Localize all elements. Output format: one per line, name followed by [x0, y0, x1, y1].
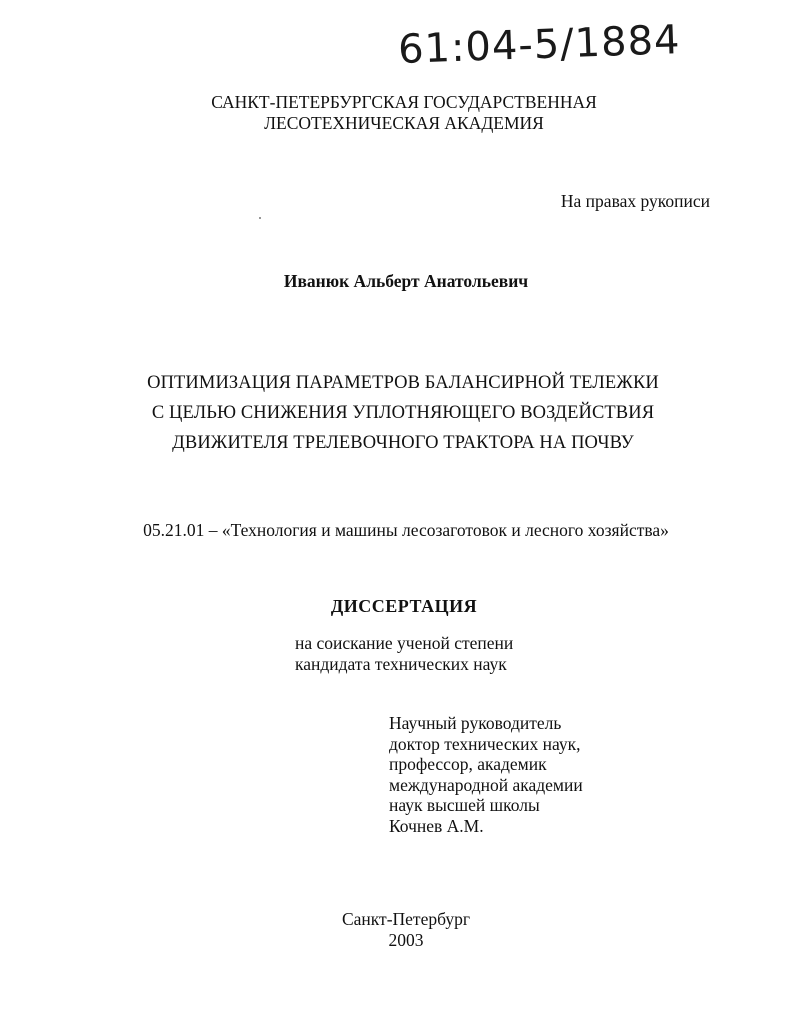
handwritten-archive-number	[390, 14, 690, 74]
scan-dust-mark	[259, 217, 261, 219]
author-name: Иванюк Альберт Анатольевич	[283, 271, 529, 291]
supervisor-line: доктор технических наук,	[389, 733, 581, 754]
archive-number-text: 61:04-5/1884	[397, 17, 682, 73]
document-type: ДИССЕРТАЦИЯ	[330, 596, 478, 616]
degree-line-1: на соискание ученой степени	[295, 633, 514, 653]
degree-line-2: кандидата технических наук	[295, 654, 507, 674]
specialty-code: 05.21.01 – «Технология и машины лесозаготовок и лесного хозяйства»	[143, 520, 669, 540]
supervisor-name: Кочнев А.М.	[389, 815, 484, 836]
manuscript-rights-note: На правах рукописи	[560, 191, 710, 211]
scientific-supervisor	[389, 713, 583, 837]
handwritten-archive-number-graphic	[390, 14, 690, 74]
title-line-2: С ЦЕЛЬЮ СНИЖЕНИЯ УПЛОТНЯЮЩЕГО ВОЗДЕЙСТВИЯ	[151, 403, 655, 423]
title-line-3: ДВИЖИТЕЛЯ ТРЕЛЕВОЧНОГО ТРАКТОРА НА ПОЧВУ	[172, 433, 634, 453]
degree-statement	[295, 633, 513, 675]
dissertation-title	[0, 368, 792, 458]
institution-line-2: ЛЕСОТЕХНИЧЕСКАЯ АКАДЕМИЯ	[264, 113, 544, 133]
supervisor-line: профессор, академик	[389, 754, 547, 775]
supervisor-line: Научный руководитель	[389, 713, 562, 733]
supervisor-line: наук высшей школы	[389, 795, 540, 816]
institution-line-1: САНКТ-ПЕТЕРБУРГСКАЯ ГОСУДАРСТВЕННАЯ	[211, 92, 597, 112]
city: Санкт-Петербург	[341, 909, 471, 929]
place-and-year	[0, 909, 792, 951]
supervisor-line: международной академии	[389, 774, 583, 795]
title-line-1: ОПТИМИЗАЦИЯ ПАРАМЕТРОВ БАЛАНСИРНОЙ ТЕЛЕЖКИ	[147, 373, 659, 393]
year: 2003	[388, 930, 424, 950]
institution-name	[0, 92, 792, 134]
